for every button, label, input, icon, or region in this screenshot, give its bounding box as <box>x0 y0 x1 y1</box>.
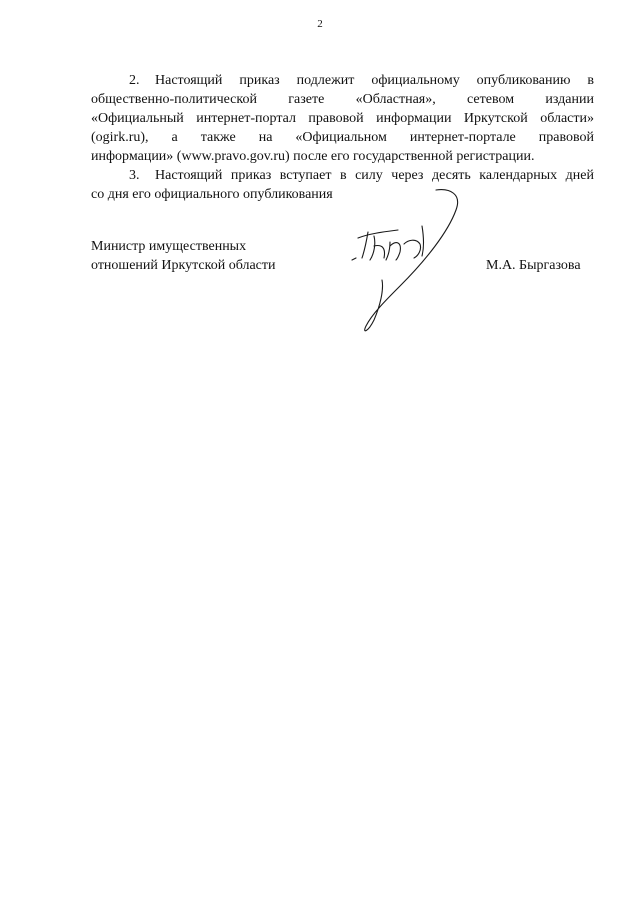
paragraph-2 <box>91 71 594 166</box>
paragraph-line: Настоящий приказ подлежит официальному опубликованию в <box>155 73 594 88</box>
signatory-title-line: отношений Иркутской области <box>91 258 276 273</box>
paragraph-line: Настоящий приказ вступает в силу через десять календарных дней <box>155 168 594 183</box>
handwritten-signature <box>338 186 478 336</box>
paragraph-line: (ogirk.ru), а также на «Официальном интернет-портале правовой <box>91 130 594 145</box>
paragraph-number: 2. <box>129 73 140 88</box>
page-number: 2 <box>317 18 323 30</box>
paragraph-line: со дня его официального опубликования <box>91 187 333 202</box>
paragraph-line: информации» (www.pravo.gov.ru) после его государственной регистрации. <box>91 149 535 164</box>
paragraph-line: «Официальный интернет-портал правовой информации Иркутской области» <box>91 111 594 126</box>
document-body <box>91 71 594 204</box>
paragraph-line: общественно-политической газете «Областная», сетевом издании <box>91 92 594 107</box>
paragraph-number: 3. <box>129 168 140 183</box>
signatory-name: М.А. Быргазова <box>486 258 581 273</box>
signatory-title-line: Министр имущественных <box>91 239 247 254</box>
signatory-title <box>91 237 276 275</box>
